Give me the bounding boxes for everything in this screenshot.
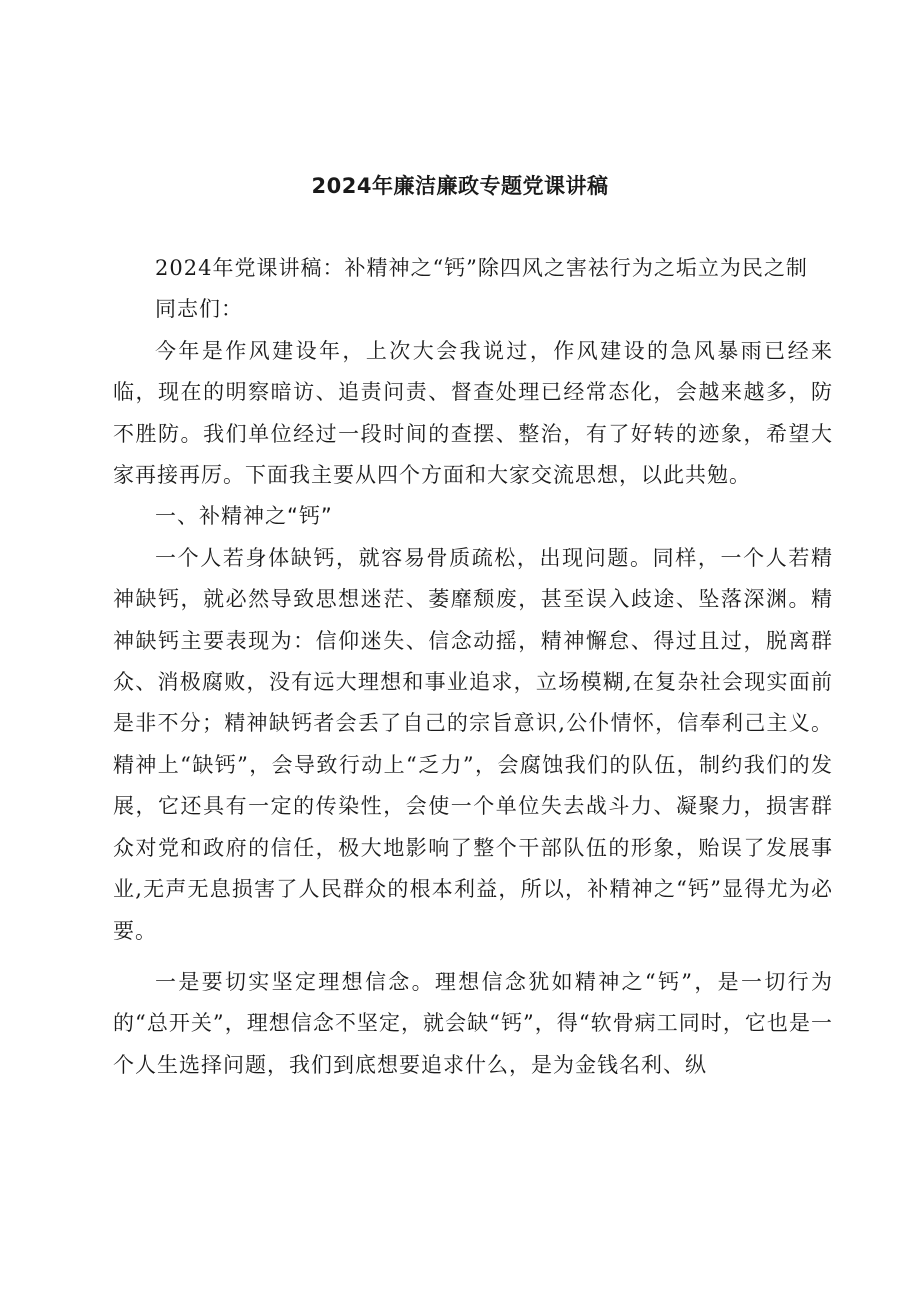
section-heading: 一、补精神之“钙” bbox=[155, 504, 333, 529]
document-body bbox=[113, 248, 833, 1086]
section-paragraph: 一是要切实坚定理想信念。理想信念犹如精神之“钙”，是一切行为的“总开关”，理想信念不坚定，就会缺“钙”，得“软骨病工同时，它也是一个人生选择问题，我们到底想要追求什么，是为金钱名利、纵 bbox=[113, 969, 833, 1077]
section-paragraph: 一个人若身体缺钙，就容易骨质疏松，出现问题。同样，一个人若精神缺钙，就必然导致思想迷茫、萎靡颓废，甚至误入歧途、坠落深渊。精神缺钙主要表现为：信仰迷失、信念动摇，精神懈怠、得过且过，脱离群众、消极腐败，没有远大理想和事业追求，立场模糊,在复杂社会现实面前是非不分；精神缺钙者会丢了自己的宗旨意识,公仆情怀，信奉利己主义。精神上“缺钙”，会导致行动上“乏力”，会腐蚀我们的队伍，制约我们的发展，它还具有一定的传染性，会使一个单位失去战斗力、凝聚力，损害群众对党和政府的信任，极大地影响了整个干部队伍的形象，贻误了发展事业,无声无息损害了人民群众的根本利益，所以，补精神之“钙”显得尤为必要。 bbox=[113, 545, 833, 943]
document-title: 2024年廉洁廉政专题党课讲稿 bbox=[311, 174, 609, 198]
salutation: 同志们： bbox=[155, 297, 243, 322]
document-subtitle: 2024年党课讲稿：补精神之“钙”除四风之害祛行为之垢立为民之制 bbox=[155, 256, 808, 280]
intro-paragraph: 今年是作风建设年，上次大会我说过，作风建设的急风暴雨已经来临，现在的明察暗访、追责问责、督查处理已经常态化，会越来越多，防不胜防。我们单位经过一段时间的查摆、整治，有了好转的迹象，希望大家再接再厉。下面我主要从四个方面和大家交流思想，以此共勉。 bbox=[113, 338, 833, 488]
